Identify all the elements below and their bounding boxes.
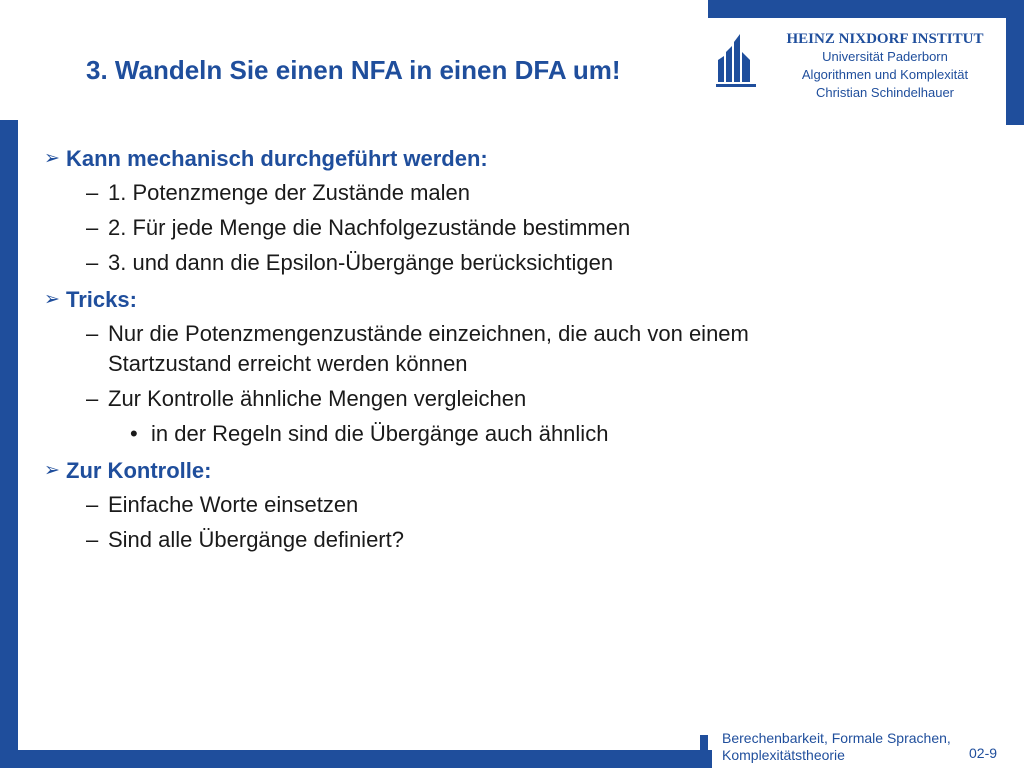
frame-bar-corner: [700, 735, 708, 768]
list-item-text-line2: Startzustand erreicht werden können: [108, 351, 468, 376]
footer-line2: Komplexitätstheorie: [722, 747, 845, 763]
hni-logo-icon: [712, 30, 760, 88]
slide-title: 3. Wandeln Sie einen NFA in einen DFA um!: [86, 55, 621, 85]
author-name: Christian Schindelhauer: [815, 85, 955, 100]
dash-bullet-icon: –: [86, 250, 99, 275]
footer-line1: Berechenbarkeit, Formale Sprachen,: [722, 730, 951, 746]
dash-bullet-icon: –: [86, 492, 99, 517]
list-item-text: 2. Für jede Menge die Nachfolgezustände bestimmen: [108, 215, 631, 240]
frame-bar-bottom: [0, 750, 712, 768]
bullet-tricks: [44, 283, 984, 317]
dash-bullet-icon: –: [86, 386, 99, 411]
dash-bullet-icon: –: [86, 215, 99, 240]
bullet-heading: Kann mechanisch durchgeführt werden:: [66, 146, 488, 171]
sub-list-item: [44, 419, 984, 449]
list-item: [44, 319, 984, 379]
frame-bar-left: [0, 120, 18, 768]
frame-bar-top: [708, 0, 1024, 18]
list-item-text: Zur Kontrolle ähnliche Mengen vergleichen: [108, 386, 527, 411]
page-number: 02-9: [969, 745, 998, 761]
institute-name: HEINZ NIXDORF INSTITUT: [786, 31, 984, 47]
list-item-text-line1: Nur die Potenzmengenzustände einzeichnen, die auch von einem: [108, 321, 749, 346]
arrow-bullet-icon: ➢: [44, 289, 60, 310]
dash-bullet-icon: –: [86, 180, 99, 205]
slide-content: [44, 140, 984, 560]
institute-block: [770, 30, 1000, 102]
bullet-heading: Zur Kontrolle:: [66, 458, 212, 483]
list-item-text: 1. Potenzmenge der Zustände malen: [108, 180, 471, 205]
dot-bullet-icon: •: [130, 421, 138, 446]
frame-bar-right: [1006, 0, 1024, 125]
arrow-bullet-icon: ➢: [44, 148, 60, 169]
list-item: [44, 248, 984, 278]
list-item: [44, 178, 984, 208]
university-name: Universität Paderborn: [822, 49, 948, 64]
department-name: Algorithmen und Komplexität: [801, 67, 969, 82]
bullet-kontrolle: [44, 454, 984, 488]
list-item-text: 3. und dann die Epsilon-Übergänge berücksichtigen: [108, 250, 614, 275]
arrow-bullet-icon: ➢: [44, 460, 60, 481]
list-item: [44, 213, 984, 243]
sub-list-item-text: in der Regeln sind die Übergänge auch ähnlich: [151, 421, 609, 446]
list-item: [44, 490, 984, 520]
dash-bullet-icon: –: [86, 321, 99, 346]
list-item: [44, 384, 984, 414]
dash-bullet-icon: –: [86, 527, 99, 552]
list-item-text: Einfache Worte einsetzen: [108, 492, 359, 517]
list-item: [44, 525, 984, 555]
footer-course: [722, 730, 951, 764]
bullet-heading: Tricks:: [66, 287, 137, 312]
bullet-mechanisch: [44, 142, 984, 176]
list-item-text: Sind alle Übergänge definiert?: [108, 527, 404, 552]
